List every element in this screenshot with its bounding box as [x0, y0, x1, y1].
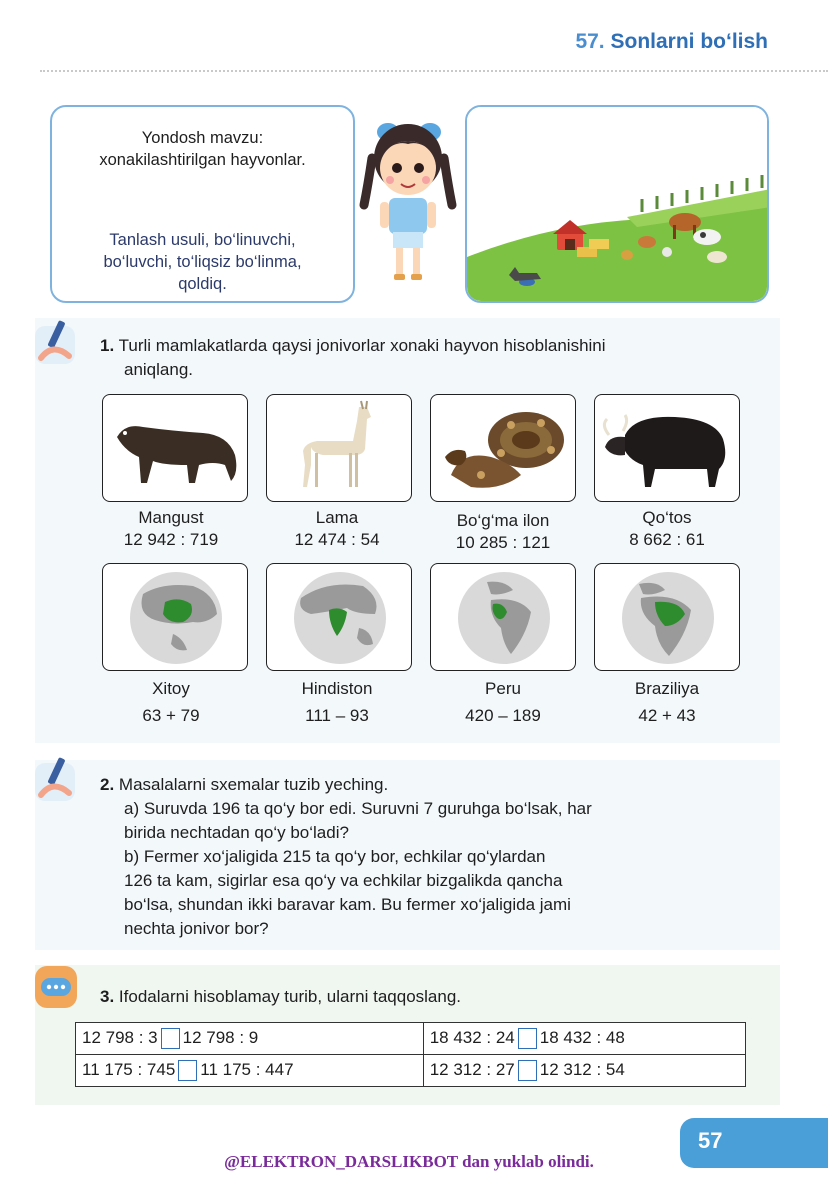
task-text: birida nechtadan qo‘y bo‘ladi? [124, 823, 349, 842]
comparison-table [75, 1022, 746, 1087]
topic-line: bo‘luvchi, to‘liqsiz bo‘linma, [103, 253, 302, 271]
topic-line: xonakilashtirilgan hayvonlar. [99, 151, 306, 169]
globe-peru-image [430, 563, 576, 671]
country-label: Braziliya 42 + 43 [634, 679, 700, 725]
table-row [76, 1023, 746, 1055]
globe-brazil-image [594, 563, 740, 671]
mongoose-image [102, 394, 248, 502]
animal-label: Qo‘tos 8 662 : 61 [629, 508, 705, 549]
compare-answer-box[interactable] [161, 1028, 180, 1049]
table-cell: 12 312 : 27 12 312 : 54 [423, 1055, 745, 1087]
lesson-title-text: Sonlarni bo‘lish [610, 30, 768, 53]
task-2-text [100, 773, 750, 941]
task-number: 2. [100, 775, 115, 794]
topic-box [50, 105, 355, 303]
compare-answer-box[interactable] [518, 1060, 537, 1081]
country-label: Xitoy 63 + 79 [142, 679, 200, 725]
globe-india-image [266, 563, 412, 671]
table-cell: 11 175 : 745 11 175 : 447 [76, 1055, 424, 1087]
task-text: b) Fermer xo‘jaligida 215 ta qo‘y bor, echkilar qo‘ylardan [124, 847, 546, 866]
compare-answer-box[interactable] [178, 1060, 197, 1081]
task-text: Masalalarni sxemalar tuzib yeching. [118, 775, 389, 794]
boa-snake-image [430, 394, 576, 502]
farm-scene-image [465, 105, 769, 303]
task-text: Ifodalarni hisoblamay turib, ularni taqqoslang. [118, 987, 462, 1006]
header-divider [40, 70, 828, 72]
task-text: bo‘lsa, shundan ikki baravar kam. Bu fermer xo‘jaligida jami [124, 895, 571, 914]
topic-line: Tanlash usuli, bo‘linuvchi, [109, 231, 296, 249]
pencil-hand-icon [35, 755, 80, 805]
chat-bubble-icon [35, 962, 80, 1012]
table-cell: 18 432 : 24 18 432 : 48 [423, 1023, 745, 1055]
globe-china-image [102, 563, 248, 671]
task-number: 1. [100, 336, 115, 355]
pencil-hand-icon [35, 318, 80, 368]
llama-image [266, 394, 412, 502]
task-text: 126 ta kam, sigirlar esa qo‘y va echkilar bizgalikda qancha [124, 871, 563, 890]
animal-label: Lama 12 474 : 54 [294, 508, 380, 549]
animal-label: Mangust 12 942 : 719 [123, 508, 219, 549]
country-label: Hindiston 111 – 93 [301, 679, 373, 725]
task-3-text [100, 985, 750, 1009]
task-text: a) Suruvda 196 ta qo‘y bor edi. Suruvni 7 guruhga bo‘lsak, har [124, 799, 592, 818]
girl-illustration [350, 110, 465, 285]
yak-image [594, 394, 740, 502]
table-row [76, 1055, 746, 1087]
task-text: aniqlang. [124, 360, 194, 379]
country-label: Peru 420 – 189 [465, 679, 541, 725]
table-cell: 12 798 : 3 12 798 : 9 [76, 1023, 424, 1055]
compare-answer-box[interactable] [518, 1028, 537, 1049]
animal-label: Bo‘g‘ma ilon 10 285 : 121 [455, 511, 551, 552]
task-1-text [100, 334, 750, 382]
topic-line: qoldiq. [178, 275, 227, 293]
page-number: 57 [698, 1128, 723, 1153]
task-text: nechta jonivor bor? [124, 919, 269, 938]
lesson-number: 57. [575, 30, 605, 53]
lesson-title [575, 30, 768, 54]
task-text: Turli mamlakatlarda qaysi jonivorlar xonaki hayvon hisoblanishini [118, 336, 606, 355]
download-credit: @ELEKTRON_DARSLIKBOT dan yuklab olindi. [224, 1152, 594, 1171]
task-number: 3. [100, 987, 115, 1006]
topic-line: Yondosh mavzu: [141, 129, 264, 147]
